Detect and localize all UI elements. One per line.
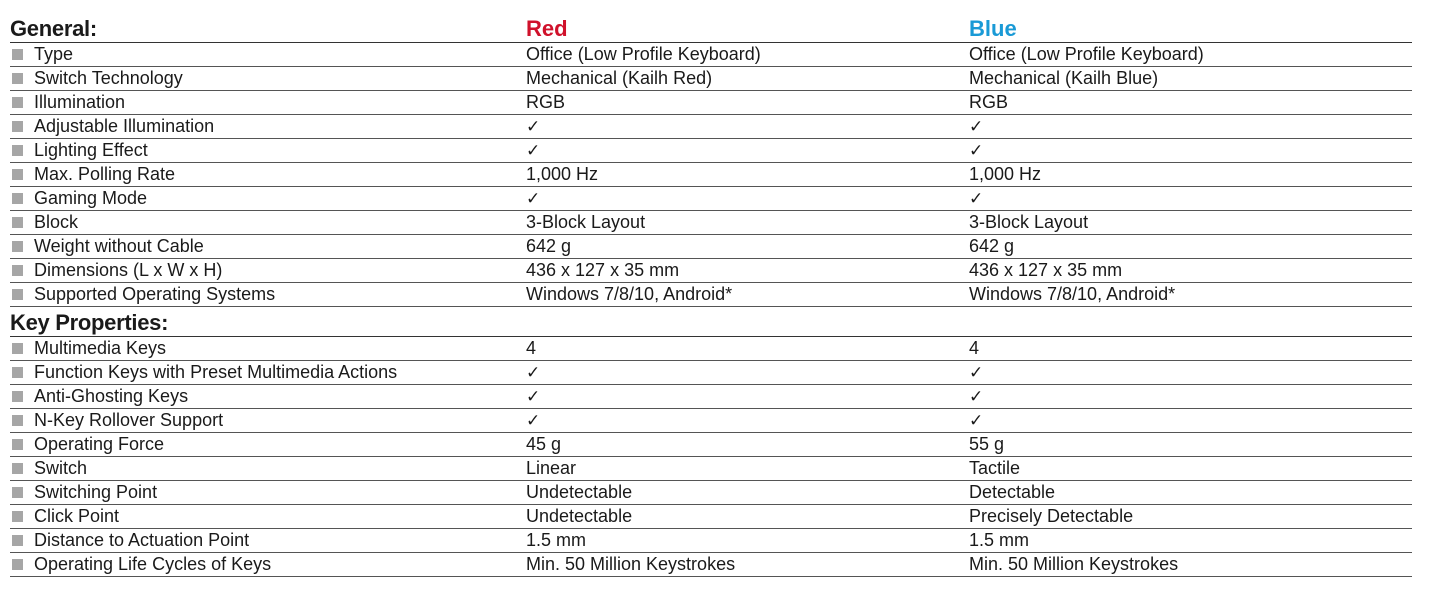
blue-value: 4 xyxy=(969,338,980,358)
red-value: ✓ xyxy=(526,411,541,430)
spec-label-cell xyxy=(10,409,526,432)
spec-label: Max. Polling Rate xyxy=(34,164,176,184)
spec-label-cell xyxy=(10,283,526,306)
blue-value: Mechanical (Kailh Blue) xyxy=(969,68,1159,88)
square-bullet-icon xyxy=(12,265,23,276)
blue-value: ✓ xyxy=(969,189,984,208)
spec-row xyxy=(10,361,1412,385)
blue-value: Detectable xyxy=(969,482,1056,502)
blue-value: ✓ xyxy=(969,141,984,160)
red-value: ✓ xyxy=(526,387,541,406)
red-value: Windows 7/8/10, Android* xyxy=(526,284,733,304)
spec-label-cell xyxy=(10,433,526,456)
spec-label-cell xyxy=(10,187,526,210)
blue-value: Office (Low Profile Keyboard) xyxy=(969,44,1204,64)
spec-label: N-Key Rollover Support xyxy=(34,410,224,430)
spec-label: Switch xyxy=(34,458,88,478)
spec-label: Adjustable Illumination xyxy=(34,116,215,136)
square-bullet-icon xyxy=(12,415,23,426)
square-bullet-icon xyxy=(12,511,23,522)
spec-label-cell xyxy=(10,529,526,552)
blue-value: 642 g xyxy=(969,236,1015,256)
spec-row xyxy=(10,553,1412,577)
square-bullet-icon xyxy=(12,73,23,84)
spec-label: Lighting Effect xyxy=(34,140,148,160)
spec-label-cell xyxy=(10,259,526,282)
spec-label: Switch Technology xyxy=(34,68,183,88)
spec-row xyxy=(10,43,1412,67)
spec-label: Illumination xyxy=(34,92,126,112)
spec-row xyxy=(10,433,1412,457)
blue-value: Tactile xyxy=(969,458,1021,478)
spec-label-cell xyxy=(10,385,526,408)
square-bullet-icon xyxy=(12,289,23,300)
spec-label-cell xyxy=(10,481,526,504)
general-rows xyxy=(10,43,1412,307)
red-value: Min. 50 Million Keystrokes xyxy=(526,554,736,574)
spec-label: Supported Operating Systems xyxy=(34,284,276,304)
blue-value: ✓ xyxy=(969,117,984,136)
blue-value: Precisely Detectable xyxy=(969,506,1134,526)
spec-row xyxy=(10,163,1412,187)
spec-row xyxy=(10,529,1412,553)
blue-value: ✓ xyxy=(969,387,984,406)
spec-row xyxy=(10,505,1412,529)
spec-row xyxy=(10,139,1412,163)
blue-value: 1.5 mm xyxy=(969,530,1030,550)
key-properties-section-title: Key Properties: xyxy=(10,310,169,335)
spec-label-cell xyxy=(10,505,526,528)
spec-label-cell xyxy=(10,43,526,66)
spec-label: Operating Life Cycles of Keys xyxy=(34,554,272,574)
blue-value: 3-Block Layout xyxy=(969,212,1089,232)
square-bullet-icon xyxy=(12,193,23,204)
blue-value: Min. 50 Million Keystrokes xyxy=(969,554,1179,574)
square-bullet-icon xyxy=(12,391,23,402)
general-section-title: General: xyxy=(10,16,97,41)
spec-label: Click Point xyxy=(34,506,120,526)
spec-label: Switching Point xyxy=(34,482,158,502)
spec-label: Anti-Ghosting Keys xyxy=(34,386,189,406)
blue-value: RGB xyxy=(969,92,1009,112)
square-bullet-icon xyxy=(12,343,23,354)
spec-label-cell xyxy=(10,235,526,258)
spec-label: Dimensions (L x W x H) xyxy=(34,260,223,280)
key-properties-section-header xyxy=(10,307,1412,337)
spec-row xyxy=(10,187,1412,211)
spec-label-cell xyxy=(10,163,526,186)
spec-row xyxy=(10,409,1412,433)
blue-value: 55 g xyxy=(969,434,1005,454)
general-section-header xyxy=(10,14,1412,43)
red-value: ✓ xyxy=(526,363,541,382)
blue-value: 436 x 127 x 35 mm xyxy=(969,260,1123,280)
red-value: 642 g xyxy=(526,236,572,256)
square-bullet-icon xyxy=(12,145,23,156)
spec-row xyxy=(10,481,1412,505)
spec-label: Block xyxy=(34,212,79,232)
red-column-header: Red xyxy=(526,16,568,41)
spec-row xyxy=(10,259,1412,283)
square-bullet-icon xyxy=(12,487,23,498)
spec-row xyxy=(10,211,1412,235)
red-value: Undetectable xyxy=(526,506,633,526)
square-bullet-icon xyxy=(12,367,23,378)
square-bullet-icon xyxy=(12,49,23,60)
spec-sheet xyxy=(10,14,1412,577)
red-value: Undetectable xyxy=(526,482,633,502)
spec-label-cell xyxy=(10,67,526,90)
spec-label: Weight without Cable xyxy=(34,236,204,256)
spec-label: Distance to Actuation Point xyxy=(34,530,250,550)
spec-label-cell xyxy=(10,337,526,360)
spec-label-cell xyxy=(10,91,526,114)
red-value: Mechanical (Kailh Red) xyxy=(526,68,713,88)
square-bullet-icon xyxy=(12,169,23,180)
spec-label-cell xyxy=(10,457,526,480)
blue-value: 1,000 Hz xyxy=(969,164,1042,184)
red-value: Linear xyxy=(526,458,577,478)
square-bullet-icon xyxy=(12,97,23,108)
spec-row xyxy=(10,115,1412,139)
spec-label-cell xyxy=(10,115,526,138)
square-bullet-icon xyxy=(12,463,23,474)
spec-label: Gaming Mode xyxy=(34,188,148,208)
spec-row xyxy=(10,337,1412,361)
square-bullet-icon xyxy=(12,535,23,546)
red-value: 3-Block Layout xyxy=(526,212,646,232)
spec-label: Function Keys with Preset Multimedia Actions xyxy=(34,362,398,382)
spec-label-cell xyxy=(10,139,526,162)
square-bullet-icon xyxy=(12,559,23,570)
red-value: Office (Low Profile Keyboard) xyxy=(526,44,761,64)
red-value: 4 xyxy=(526,338,537,358)
red-value: 45 g xyxy=(526,434,562,454)
red-value: 1,000 Hz xyxy=(526,164,599,184)
spec-row xyxy=(10,283,1412,307)
square-bullet-icon xyxy=(12,121,23,132)
spec-row xyxy=(10,457,1412,481)
blue-column-header: Blue xyxy=(969,16,1017,41)
square-bullet-icon xyxy=(12,241,23,252)
red-value: 1.5 mm xyxy=(526,530,587,550)
spec-row xyxy=(10,67,1412,91)
spec-label: Operating Force xyxy=(34,434,165,454)
red-value: ✓ xyxy=(526,141,541,160)
spec-label: Multimedia Keys xyxy=(34,338,167,358)
square-bullet-icon xyxy=(12,217,23,228)
spec-label-cell xyxy=(10,553,526,576)
spec-row xyxy=(10,385,1412,409)
red-value: ✓ xyxy=(526,117,541,136)
blue-value: ✓ xyxy=(969,411,984,430)
spec-row xyxy=(10,235,1412,259)
spec-label-cell xyxy=(10,361,526,384)
blue-value: ✓ xyxy=(969,363,984,382)
key-properties-rows xyxy=(10,337,1412,577)
red-value: RGB xyxy=(526,92,566,112)
blue-value: Windows 7/8/10, Android* xyxy=(969,284,1176,304)
spec-label: Type xyxy=(34,44,74,64)
spec-row xyxy=(10,91,1412,115)
red-value: 436 x 127 x 35 mm xyxy=(526,260,680,280)
red-value: ✓ xyxy=(526,189,541,208)
spec-label-cell xyxy=(10,211,526,234)
square-bullet-icon xyxy=(12,439,23,450)
